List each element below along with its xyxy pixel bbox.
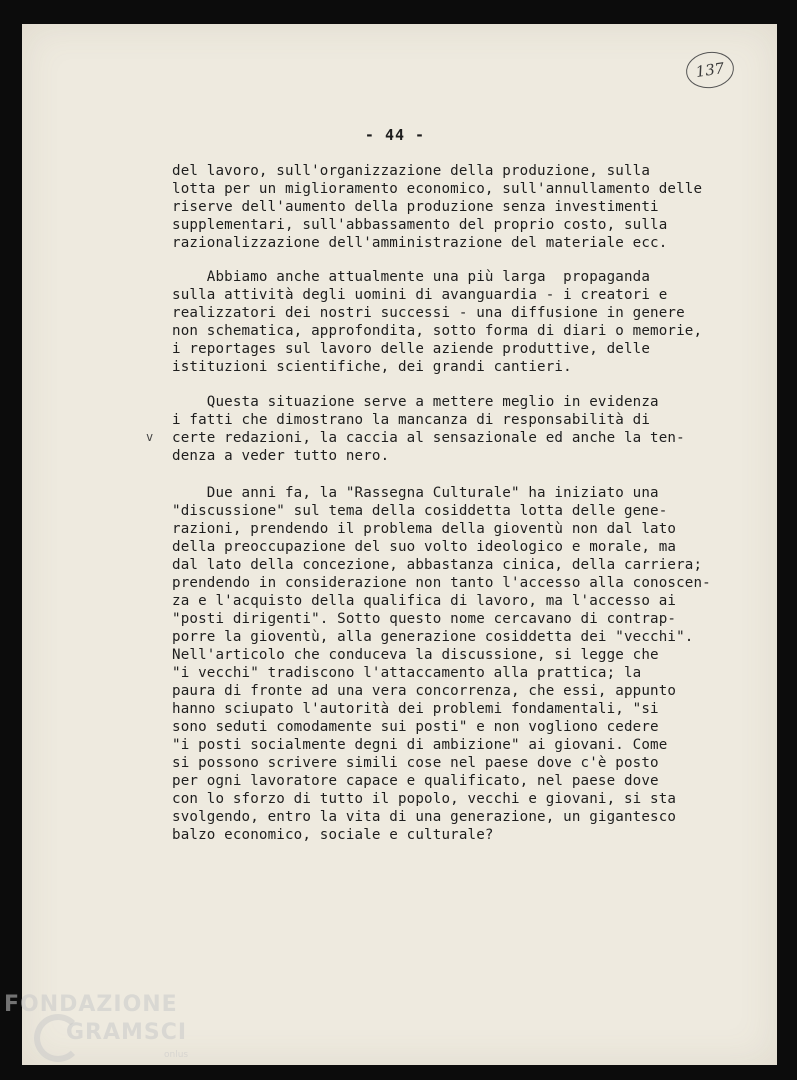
archive-number-stamp: 137: [684, 49, 737, 91]
paragraph-2: [172, 268, 752, 376]
text-line: Nell'articolo che conduceva la discussione, si legge che: [172, 647, 659, 663]
text-line: riserve dell'aumento della produzione senza investimenti: [172, 199, 659, 215]
text-line: i fatti che dimostrano la mancanza di responsabilità di: [172, 412, 651, 428]
text-line: razionalizzazione dell'amministrazione del materiale ecc.: [172, 235, 668, 251]
text-line: istituzioni scientifiche, dei grandi cantieri.: [172, 359, 572, 375]
text-line: "posti dirigenti". Sotto questo nome cercavano di contrap-: [172, 611, 677, 627]
watermark-line-1: FONDAZIONE: [4, 992, 178, 1017]
text-line: prendendo in considerazione non tanto l'accesso alla conoscen-: [172, 575, 711, 591]
paragraph-3: [172, 393, 752, 465]
text-line: non schematica, approfondita, sotto forma di diari o memorie,: [172, 323, 703, 339]
text-line: della preoccupazione del suo volto ideologico e morale, ma: [172, 539, 677, 555]
paragraph-4: [172, 484, 752, 844]
text-line: sono seduti comodamente sui posti" e non vogliono cedere: [172, 719, 659, 735]
text-line: "i vecchi" tradiscono l'attaccamento alla prattica; la: [172, 665, 642, 681]
watermark-line-2: GRAMSCI: [66, 1020, 188, 1045]
watermark-line-3: onlus: [164, 1050, 189, 1060]
fondazione-gramsci-watermark: [4, 992, 204, 1072]
text-line: i reportages sul lavoro delle aziende produttive, delle: [172, 341, 651, 357]
text-line: realizzatori dei nostri successi - una diffusione in genere: [172, 305, 685, 321]
text-line: con lo sforzo di tutto il popolo, vecchi e giovani, si sta: [172, 791, 677, 807]
paragraph-1: [172, 162, 752, 252]
text-line: sulla attività degli uomini di avanguardia - i creatori e: [172, 287, 668, 303]
text-line: supplementari, sull'abbassamento del proprio costo, sulla: [172, 217, 668, 233]
text-line: certe redazioni, la caccia al sensazionale ed anche la ten-: [172, 430, 685, 446]
text-line: denza a veder tutto nero.: [172, 448, 390, 464]
text-line: svolgendo, entro la vita di una generazione, un gigantesco: [172, 809, 677, 825]
text-line: hanno sciupato l'autorità dei problemi fondamentali, "si: [172, 701, 659, 717]
margin-mark: v: [146, 430, 154, 444]
text-line: "i posti socialmente degni di ambizione" ai giovani. Come: [172, 737, 668, 753]
page-number: - 44 -: [364, 126, 426, 144]
text-line: za e l'acquisto della qualifica di lavoro, ma l'accesso ai: [172, 593, 677, 609]
text-line: razioni, prendendo il problema della gioventù non dal lato: [172, 521, 677, 537]
text-line: "discussione" sul tema della cosiddetta lotta delle gene-: [172, 503, 668, 519]
text-line: dal lato della concezione, abbastanza cinica, della carriera;: [172, 557, 703, 573]
text-line: del lavoro, sull'organizzazione della produzione, sulla: [172, 163, 651, 179]
text-line: porre la gioventù, alla generazione cosiddetta dei "vecchi".: [172, 629, 694, 645]
text-line: balzo economico, sociale e culturale?: [172, 827, 494, 843]
text-line: si possono scrivere simili cose nel paese dove c'è posto: [172, 755, 659, 771]
text-line: per ogni lavoratore capace e qualificato, nel paese dove: [172, 773, 659, 789]
text-line: Due anni fa, la "Rassegna Culturale" ha iniziato una: [172, 485, 659, 501]
text-line: Questa situazione serve a mettere meglio in evidenza: [172, 394, 659, 410]
text-line: Abbiamo anche attualmente una più larga propaganda: [172, 269, 651, 285]
text-line: paura di fronte ad una vera concorrenza, che essi, appunto: [172, 683, 677, 699]
text-line: lotta per un miglioramento economico, sull'annullamento delle: [172, 181, 703, 197]
